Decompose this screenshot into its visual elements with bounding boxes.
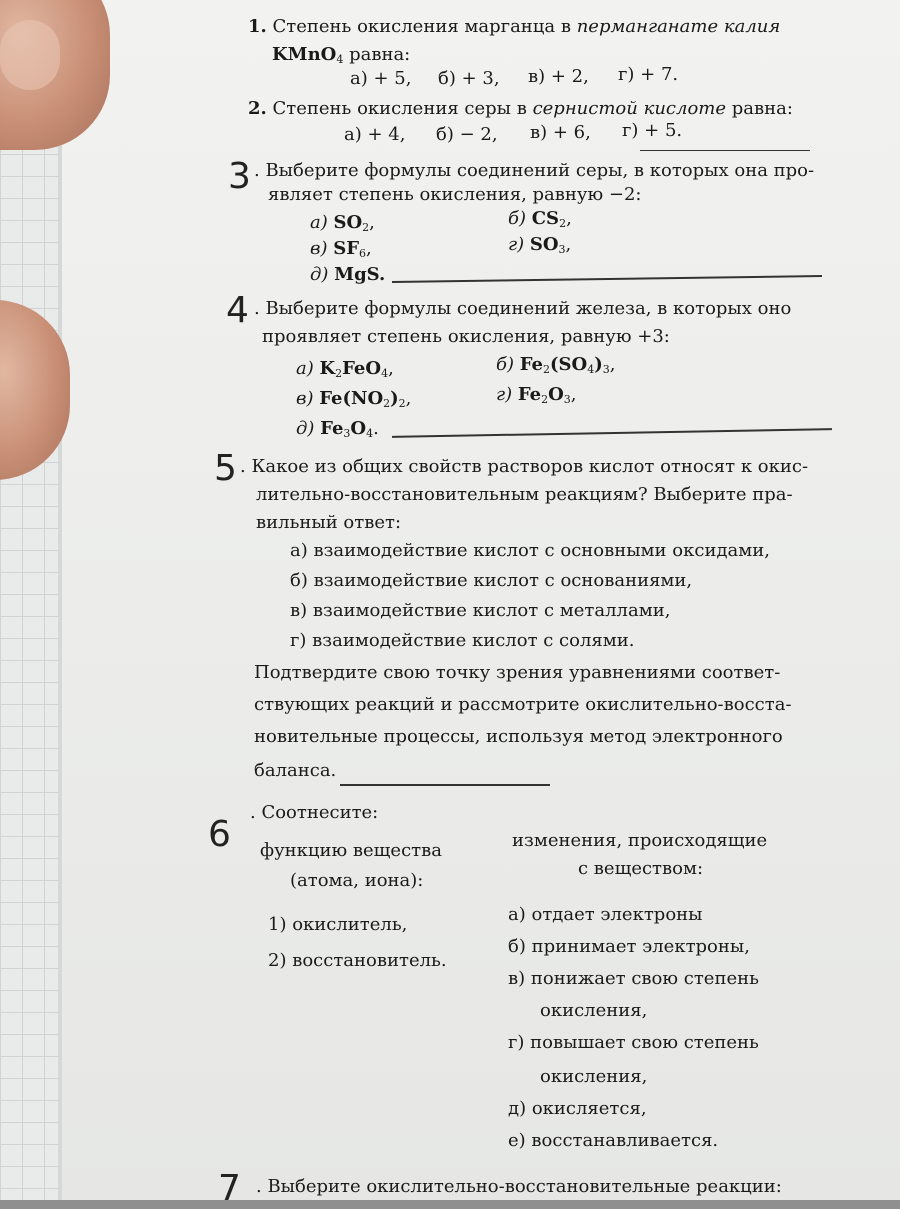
q6-right-item-4b: окисления, <box>540 1066 648 1087</box>
q5-line3: вильный ответ: <box>256 512 402 533</box>
q3-option-b: б) $CS_2$, <box>508 208 572 230</box>
q3-option-e: д) MgS. <box>310 264 386 285</box>
q5-line1: . Какое из общих свойств растворов кислот относят к окис- <box>240 456 809 477</box>
q5-tail-3: новительные процессы, используя метод электронного <box>254 726 783 747</box>
q3-option-a: а) $SO_2$, <box>310 212 375 234</box>
q2-option-a: а) + 4, <box>344 124 406 145</box>
q6-right-head-2: с веществом: <box>578 858 704 879</box>
q2-option-c: в) + 6, <box>530 122 591 143</box>
q5-handwritten-number: 5 <box>214 448 237 489</box>
q6-right-item-3: в) понижает свою степень <box>508 968 759 989</box>
q5-option-b: б) взаимодействие кислот с основаниями, <box>290 570 693 591</box>
q2-number: 2. <box>248 98 267 119</box>
q6-handwritten-number: 6 <box>208 814 231 855</box>
q1-option-d: г) + 7. <box>618 64 679 85</box>
q4-line2: проявляет степень окисления, равную +3: <box>262 326 670 347</box>
q2-divider <box>640 150 810 151</box>
q5-tail-1: Подтвердите свою точку зрения уравнениями соответ- <box>254 662 781 683</box>
q2-option-d: г) + 5. <box>622 120 683 141</box>
q4-option-e: д) $Fe_3O_4$. <box>296 418 379 440</box>
q5-tail-2: ствующих реакций и рассмотрите окислительно-восста- <box>254 694 792 715</box>
q1-text-b: перманганате калия <box>576 16 781 37</box>
q5-tail-4: баланса. <box>254 760 337 781</box>
q4-option-b: б) $Fe_2(SO_4)_3$, <box>496 354 616 376</box>
q1-text-a: Степень окисления марганца в <box>266 16 577 37</box>
q1-option-b: б) + 3, <box>438 68 500 89</box>
q6-title: . Соотнесите: <box>250 802 379 823</box>
q6-right-head-1: изменения, происходящие <box>512 830 768 851</box>
q7-handwritten-number: 7 <box>218 1168 241 1209</box>
q5-option-c: в) взаимодействие кислот с металлами, <box>290 600 671 621</box>
q2-text-a: Степень окисления серы в <box>266 98 533 119</box>
q2-text-b: сернистой кислоте <box>532 98 727 119</box>
q1-option-c: в) + 2, <box>528 66 589 87</box>
q2-line1 <box>248 98 793 119</box>
q5-line2: лительно-восстановительным реакциям? Выберите пра- <box>256 484 793 505</box>
q3-line2: являет степень окисления, равную −2: <box>268 184 642 205</box>
q2-option-b: б) − 2, <box>436 124 498 145</box>
q3-line1: . Выберите формулы соединений серы, в которых она про- <box>254 160 815 181</box>
q3-option-c: в) $SF_6$, <box>310 238 372 260</box>
q6-right-item-5: д) окисляется, <box>508 1098 647 1119</box>
q3-handwritten-number: 3 <box>228 156 251 197</box>
q6-left-item-2: 2) восстановитель. <box>268 950 447 971</box>
q5-option-a: а) взаимодействие кислот с основными оксидами, <box>290 540 770 561</box>
q1-line1 <box>248 16 780 37</box>
q6-left-head-1: функцию вещества <box>260 840 442 861</box>
q1-formula: KMnO <box>272 44 337 65</box>
q3-option-d: г) $SO_3$, <box>508 234 572 256</box>
q1-line2 <box>272 44 410 66</box>
q4-divider <box>392 428 832 438</box>
q2-text-c: равна: <box>726 98 793 119</box>
q7-text: . Выберите окислительно-восстановительные реакции: <box>256 1176 782 1197</box>
q5-option-d: г) взаимодействие кислот с солями. <box>290 630 635 651</box>
q4-line1: . Выберите формулы соединений железа, в которых оно <box>254 298 792 319</box>
q1-number: 1. <box>248 16 267 37</box>
q6-right-item-4: г) повышает свою степень <box>508 1032 759 1053</box>
q4-option-a: а) $K_2FeO_4$, <box>296 358 394 380</box>
q6-right-item-2: б) принимает электроны, <box>508 936 750 957</box>
q6-right-item-1: а) отдает электроны <box>508 904 703 925</box>
q6-left-item-1: 1) окислитель, <box>268 914 408 935</box>
q1-text-c: равна: <box>343 44 411 65</box>
q6-right-item-6: е) восстанавливается. <box>508 1130 719 1151</box>
q4-option-c: в) $Fe(NO_2)_2$, <box>296 388 412 410</box>
q6-left-head-2: (атома, иона): <box>290 870 424 891</box>
q5-divider <box>340 784 550 786</box>
q4-option-d: г) $Fe_2O_3$, <box>496 384 577 406</box>
q1-option-a: а) + 5, <box>350 68 412 89</box>
q6-right-item-3b: окисления, <box>540 1000 648 1021</box>
q4-handwritten-number: 4 <box>226 290 249 331</box>
q1-formula-sub: 4 <box>336 53 344 66</box>
q3-divider <box>392 275 822 283</box>
